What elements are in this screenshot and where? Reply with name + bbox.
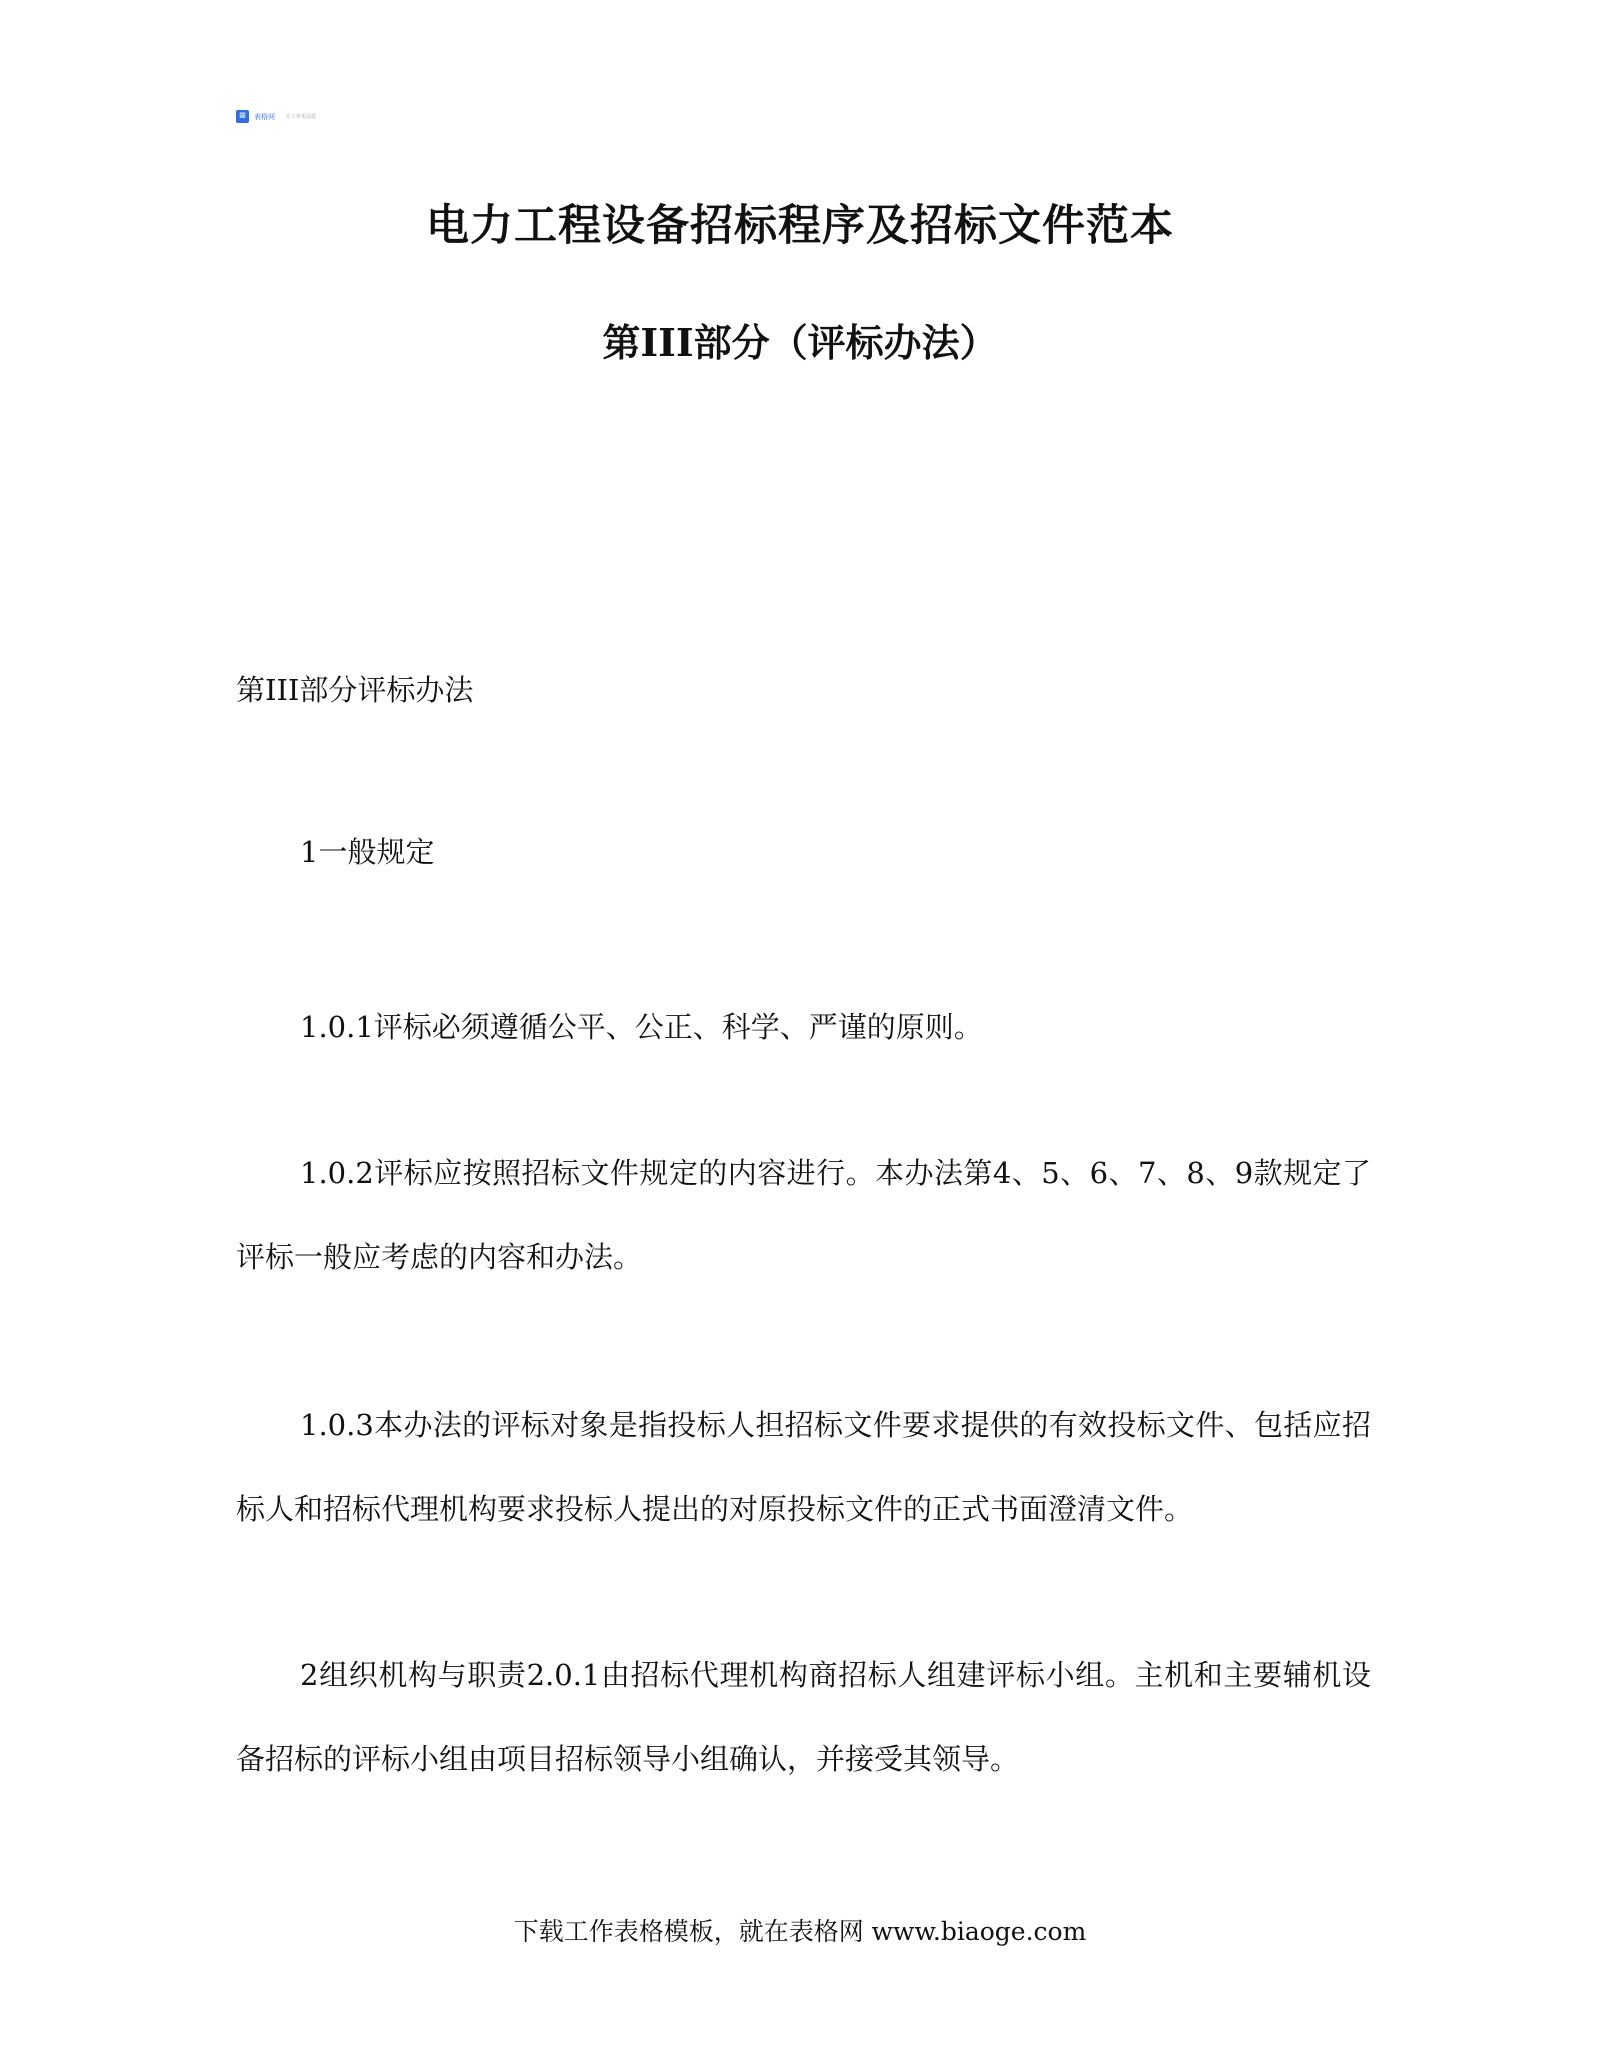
logo-name: 表格网 [254,112,275,121]
logo-icon: ≡ [236,110,249,123]
clause-paragraph: 1.0.3本办法的评标对象是指投标人担招标文件要求提供的有效投标文件、包括应招标人和招标代理机构要求投标人提出的对原投标文件的正式书面澄清文件。 [236,1408,1371,1526]
footer-text: 下载工作表格模板，就在表格网 www.biaoge.com [513,1917,1087,1946]
clause-paragraph: 1.0.1评标必须遵循公平、公正、科学、严谨的原则。 [300,1010,983,1044]
document-subtitle: 第III部分（评标办法） [602,320,998,365]
clause-paragraph: 1.0.2评标应按照招标文件规定的内容进行。本办法第4、5、6、7、8、9款规定了评标一般应考虑的内容和办法。 [236,1156,1371,1274]
document-title: 电力工程设备招标程序及招标文件范本 [426,201,1174,251]
section-heading: 第III部分评标办法 [236,673,474,707]
clause-paragraph: 2组织机构与职责2.0.1由招标代理机构商招标人组建评标小组。主机和主要辅机设备招标的评标小组由项目招标领导小组确认，并接受其领导。 [236,1658,1371,1776]
site-logo [236,110,316,123]
logo-tagline: 让工作更高效 [286,114,317,120]
clause-heading: 1一般规定 [300,835,435,869]
